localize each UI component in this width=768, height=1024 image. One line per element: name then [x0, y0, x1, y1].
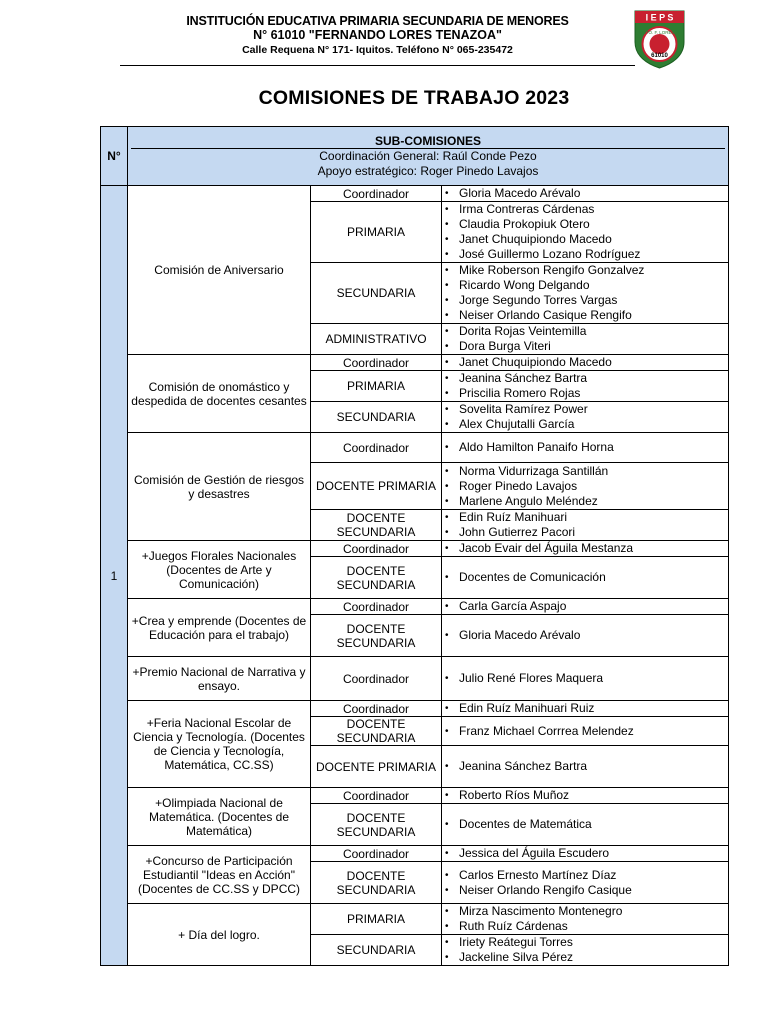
bullet-icon: • — [445, 848, 449, 859]
bullet-icon: • — [445, 869, 449, 881]
member-name: Edin Ruíz Manihuari — [459, 510, 568, 524]
member-name: Neiser Orlando Casique Rengifo — [459, 308, 632, 322]
member-name: Jeanina Sánchez Bartra — [459, 759, 588, 773]
member-name: Norma Vidurrizaga Santillán — [459, 463, 609, 478]
bullet-icon: • — [445, 572, 449, 583]
bullet-icon: • — [445, 419, 449, 430]
member-name: Mike Roberson Rengifo Gonzalvez — [459, 263, 645, 277]
commission-members — [442, 615, 729, 657]
member-item — [445, 724, 725, 739]
bullet-icon: • — [445, 249, 449, 260]
commission-members — [442, 788, 729, 804]
member-item — [445, 324, 725, 339]
subcommissions-header — [128, 127, 729, 186]
bullet-icon: • — [445, 219, 449, 230]
commission-name: +Olimpiada Nacional de Matemática. (Docentes de Matemática) — [128, 788, 311, 846]
member-name: Roberto Ríos Muñoz — [459, 788, 570, 802]
member-name: Roger Pinedo Lavajos — [459, 478, 578, 493]
member-name: Jeanina Sánchez Bartra — [459, 371, 588, 385]
bullet-icon: • — [445, 921, 449, 932]
commission-name: + Día del logro. — [128, 904, 311, 966]
commissions-table — [100, 126, 729, 966]
commission-name: +Premio Nacional de Narrativa y ensayo. — [128, 657, 311, 701]
commission-name: Comisión de Aniversario — [128, 186, 311, 355]
member-item — [445, 701, 725, 716]
commission-members — [442, 263, 729, 324]
member-item — [445, 308, 725, 323]
member-item — [445, 417, 725, 432]
commission-role: Coordinador — [311, 657, 442, 701]
commission-role: Coordinador — [311, 599, 442, 615]
commission-row — [101, 657, 729, 701]
commission-members — [442, 355, 729, 371]
member-name: Neiser Orlando Rengifo Casique — [459, 882, 632, 897]
member-item — [445, 599, 725, 614]
member-item — [445, 904, 725, 919]
bullet-icon: • — [445, 673, 449, 684]
member-name: Ricardo Wong Delgando — [459, 278, 590, 292]
commission-role: DOCENTE SECUNDARIA — [311, 862, 442, 904]
bullet-icon: • — [445, 725, 449, 737]
commission-role: DOCENTE SECUNDARIA — [311, 557, 442, 599]
school-number-name: N° 61010 "FERNANDO LORES TENAZOA" — [253, 28, 502, 42]
bullet-icon: • — [445, 884, 449, 896]
header-rule — [120, 65, 635, 66]
commissions-table-body — [101, 127, 729, 966]
logo-ring-text: PSTO. F. LORES T. — [639, 30, 680, 35]
member-name: Docentes de Comunicación — [459, 570, 606, 584]
commission-role: SECUNDARIA — [311, 263, 442, 324]
bullet-icon: • — [445, 703, 449, 714]
commission-role: PRIMARIA — [311, 371, 442, 402]
bullet-icon: • — [445, 601, 449, 612]
commission-row — [101, 788, 729, 804]
commission-name: +Crea y emprende (Docentes de Educación para el trabajo) — [128, 599, 311, 657]
school-logo-icon — [632, 8, 687, 70]
member-name: Jacob Evair del Águila Mestanza — [459, 541, 634, 555]
member-name: Dorita Rojas Veintemilla — [459, 324, 587, 338]
commission-role: PRIMARIA — [311, 202, 442, 263]
commission-members — [442, 541, 729, 557]
commission-members — [442, 557, 729, 599]
commission-members — [442, 202, 729, 263]
member-name: Edin Ruíz Manihuari Ruiz — [459, 701, 595, 715]
commission-name: +Concurso de Participación Estudiantil "Ideas en Acción" (Docentes de CC.SS y DPCC) — [128, 846, 311, 904]
commission-members — [442, 324, 729, 355]
bullet-icon: • — [445, 280, 449, 291]
member-item — [445, 479, 725, 494]
commission-role: DOCENTE SECUNDARIA — [311, 615, 442, 657]
commission-role: DOCENTE SECUNDARIA — [311, 717, 442, 746]
commission-role: Coordinador — [311, 788, 442, 804]
member-item — [445, 541, 725, 556]
member-item — [445, 464, 725, 479]
commission-role: DOCENTE SECUNDARIA — [311, 804, 442, 846]
bullet-icon: • — [445, 819, 449, 830]
commission-role: DOCENTE PRIMARIA — [311, 746, 442, 788]
member-name: Janet Chuquipiondo Macedo — [459, 355, 612, 369]
commission-role: DOCENTE PRIMARIA — [311, 463, 442, 510]
commission-row — [101, 433, 729, 463]
commission-members — [442, 804, 729, 846]
member-name: Aldo Hamilton Panaifo Horna — [459, 440, 614, 454]
school-address: Calle Requena N° 171- Iquitos. Teléfono N° 065-235472 — [242, 44, 513, 56]
member-name: Julio René Flores Maquera — [459, 671, 604, 685]
commission-members — [442, 746, 729, 788]
commission-members — [442, 657, 729, 701]
member-name: Alex Chujutalli García — [459, 417, 575, 431]
member-item — [445, 950, 725, 965]
subcommissions-title: SUB-COMISIONES — [131, 134, 725, 149]
commission-name: +Feria Nacional Escolar de Ciencia y Tecnología. (Docentes de Ciencia y Tecnología, Matemática, CC.SS) — [128, 701, 311, 788]
member-name: Carlos Ernesto Martínez Díaz — [459, 867, 617, 882]
bullet-icon: • — [445, 265, 449, 276]
commission-members — [442, 935, 729, 966]
member-item — [445, 339, 725, 354]
bullet-icon: • — [445, 204, 449, 215]
member-item — [445, 386, 725, 401]
member-item — [445, 510, 725, 525]
member-name: Priscilia Romero Rojas — [459, 386, 581, 400]
member-name: Jessica del Águila Escudero — [459, 846, 610, 860]
commission-role: Coordinador — [311, 186, 442, 202]
member-item — [445, 919, 725, 934]
commission-members — [442, 433, 729, 463]
member-item — [445, 868, 725, 883]
number-column-header: N° — [101, 127, 128, 186]
bullet-icon: • — [445, 495, 449, 507]
logo-number: 61010 — [651, 53, 668, 59]
bullet-icon: • — [445, 512, 449, 523]
member-item — [445, 525, 725, 540]
bullet-icon: • — [445, 310, 449, 321]
commission-members — [442, 701, 729, 717]
table-header-row — [101, 127, 729, 186]
member-item — [445, 278, 725, 293]
member-item — [445, 628, 725, 643]
member-item — [445, 671, 725, 686]
bullet-icon: • — [445, 404, 449, 415]
commission-name: Comisión de Gestión de riesgos y desastres — [128, 433, 311, 541]
bullet-icon: • — [445, 388, 449, 399]
commission-members — [442, 371, 729, 402]
commission-members — [442, 402, 729, 433]
page-title: COMISIONES DE TRABAJO 2023 — [258, 87, 570, 109]
commission-row — [101, 846, 729, 862]
member-item — [445, 263, 725, 278]
member-item — [445, 232, 725, 247]
commission-name: Comisión de onomástico y despedida de docentes cesantes — [128, 355, 311, 433]
member-name: Docentes de Matemática — [459, 817, 592, 831]
commission-name: +Juegos Florales Nacionales (Docentes de Arte y Comunicación) — [128, 541, 311, 599]
member-name: Iriety Reátegui Torres — [459, 935, 573, 949]
commission-row — [101, 701, 729, 717]
member-item — [445, 570, 725, 585]
bullet-icon: • — [445, 630, 449, 641]
commission-role: Coordinador — [311, 701, 442, 717]
commission-members — [442, 846, 729, 862]
member-name: Jackeline Silva Pérez — [459, 950, 574, 964]
commission-role: PRIMARIA — [311, 904, 442, 935]
commission-members — [442, 904, 729, 935]
member-item — [445, 217, 725, 232]
member-item — [445, 202, 725, 217]
member-item — [445, 402, 725, 417]
bullet-icon: • — [445, 527, 449, 538]
commission-row — [101, 904, 729, 935]
commission-role: SECUNDARIA — [311, 935, 442, 966]
commission-row — [101, 599, 729, 615]
logo-top-text: I E P S — [645, 12, 674, 23]
commission-role: Coordinador — [311, 433, 442, 463]
member-name: Gloria Macedo Arévalo — [459, 628, 581, 642]
member-name: Janet Chuquipiondo Macedo — [459, 232, 612, 246]
commission-members — [442, 186, 729, 202]
member-item — [445, 788, 725, 803]
member-item — [445, 817, 725, 832]
commission-members — [442, 510, 729, 541]
member-name: Ruth Ruíz Cárdenas — [459, 919, 568, 933]
bullet-icon: • — [445, 480, 449, 492]
member-name: Carla García Aspajo — [459, 599, 567, 613]
strategic-support: Apoyo estratégico: Roger Pinedo Lavajos — [317, 163, 539, 178]
row-number: 1 — [101, 186, 128, 966]
bullet-icon: • — [445, 937, 449, 948]
commission-members — [442, 862, 729, 904]
member-name: Franz Michael Corrrea Melendez — [459, 723, 634, 738]
general-coordination: Coordinación General: Raúl Conde Pezo — [319, 148, 537, 163]
commission-role: Coordinador — [311, 355, 442, 371]
commission-row — [101, 186, 729, 202]
member-item — [445, 371, 725, 386]
member-name: Sovelita Ramírez Power — [459, 402, 588, 416]
bullet-icon: • — [445, 295, 449, 306]
commission-role: ADMINISTRATIVO — [311, 324, 442, 355]
bullet-icon: • — [445, 761, 449, 772]
member-name: Jorge Segundo Torres Vargas — [459, 293, 618, 307]
bullet-icon: • — [445, 373, 449, 384]
member-item — [445, 186, 725, 201]
commission-row — [101, 355, 729, 371]
member-name: Marlene Angulo Meléndez — [459, 493, 598, 508]
school-name: INSTITUCIÓN EDUCATIVA PRIMARIA SECUNDARIA DE MENORES — [186, 14, 569, 28]
member-name: Gloria Macedo Arévalo — [459, 186, 581, 200]
member-item — [445, 846, 725, 861]
commission-role: Coordinador — [311, 846, 442, 862]
commission-row — [101, 541, 729, 557]
member-item — [445, 759, 725, 774]
bullet-icon: • — [445, 952, 449, 963]
member-name: Mirza Nascimento Montenegro — [459, 904, 623, 918]
member-name: Claudia Prokopiuk Otero — [459, 217, 590, 231]
member-item — [445, 440, 725, 455]
commission-role: SECUNDARIA — [311, 402, 442, 433]
school-header — [120, 14, 635, 58]
commission-members — [442, 463, 729, 510]
bullet-icon: • — [445, 790, 449, 801]
commission-role: Coordinador — [311, 541, 442, 557]
member-item — [445, 247, 725, 262]
member-item — [445, 355, 725, 370]
member-item — [445, 293, 725, 308]
member-name: José Guillermo Lozano Rodríguez — [459, 247, 641, 261]
member-name: Dora Burga Viteri — [459, 339, 551, 353]
bullet-icon: • — [445, 341, 449, 352]
member-item — [445, 494, 725, 509]
bullet-icon: • — [445, 543, 449, 554]
member-name: Irma Contreras Cárdenas — [459, 202, 595, 216]
commission-members — [442, 717, 729, 746]
member-name: John Gutierrez Pacori — [459, 525, 576, 539]
commission-role: DOCENTE SECUNDARIA — [311, 510, 442, 541]
bullet-icon: • — [445, 188, 449, 199]
member-item — [445, 935, 725, 950]
bullet-icon: • — [445, 906, 449, 917]
bullet-icon: • — [445, 465, 449, 477]
bullet-icon: • — [445, 234, 449, 245]
bullet-icon: • — [445, 357, 449, 368]
bullet-icon: • — [445, 326, 449, 337]
bullet-icon: • — [445, 442, 449, 453]
commission-members — [442, 599, 729, 615]
member-item — [445, 883, 725, 898]
